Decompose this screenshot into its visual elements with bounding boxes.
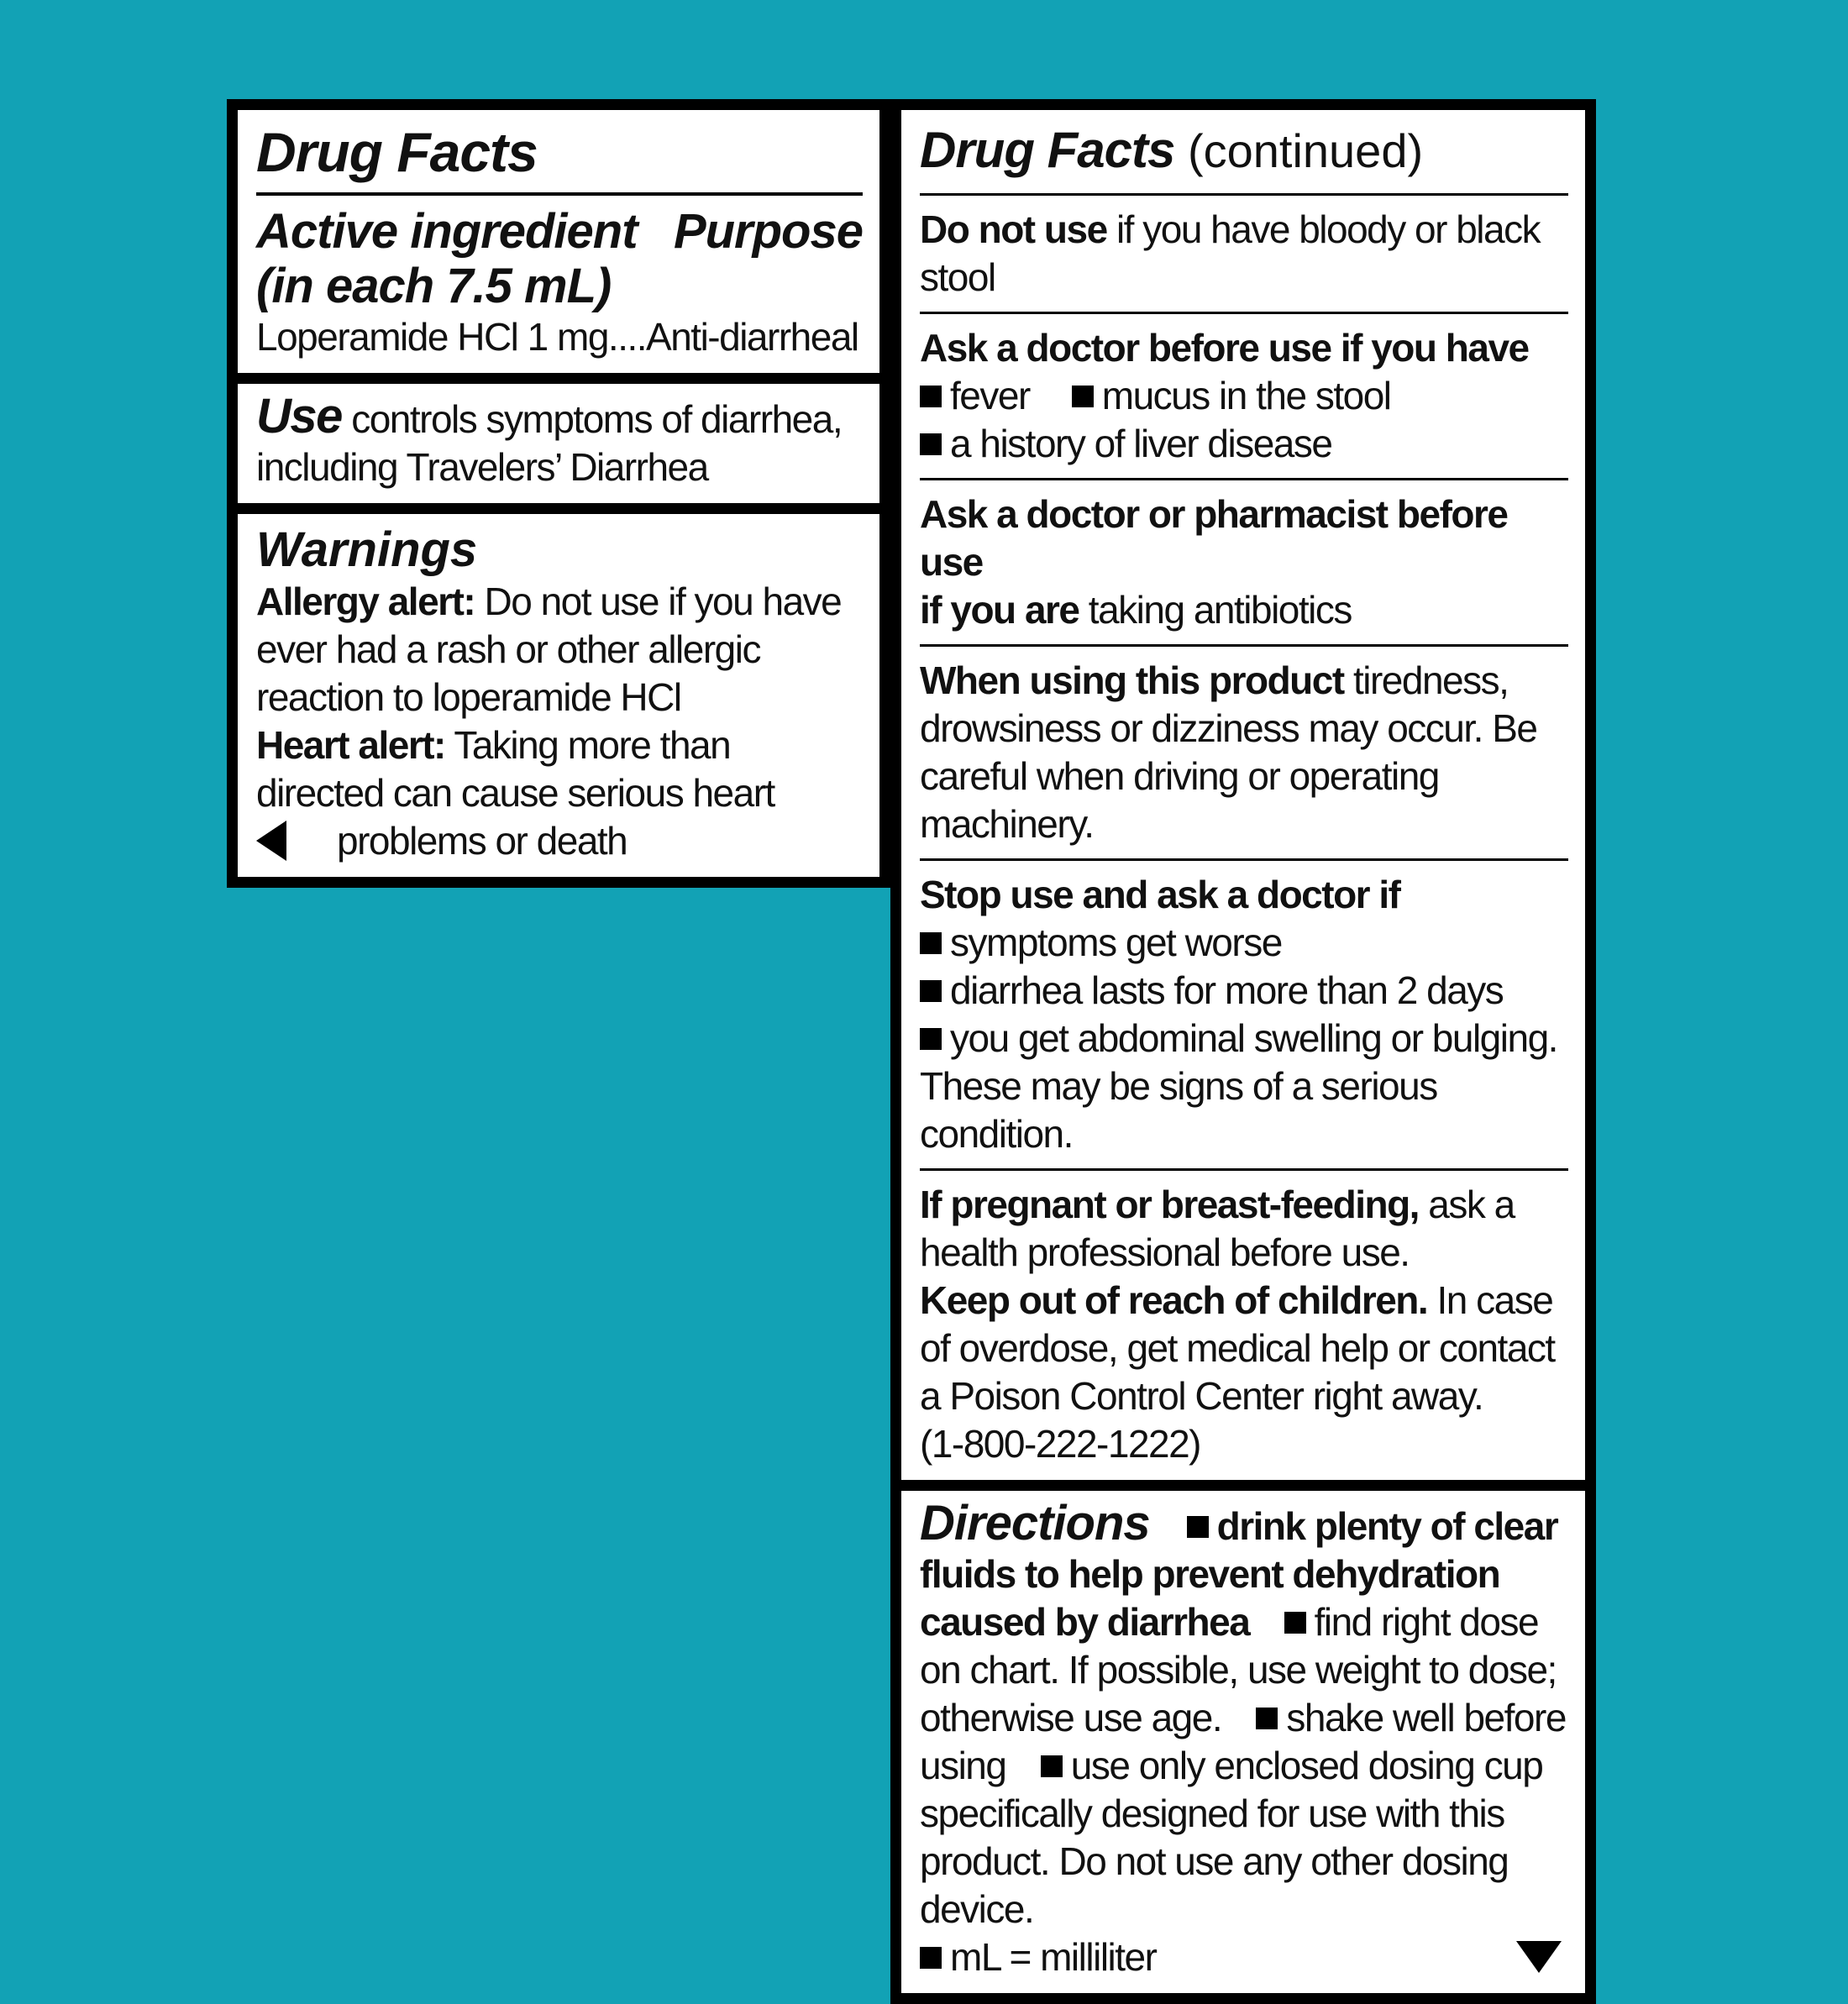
heart-text-2: problems or death — [337, 819, 627, 863]
divider — [920, 858, 1568, 861]
ask-doctor-item: fever — [950, 374, 1030, 417]
ingredient-line: Loperamide HCl 1 mg....Anti-diarrheal — [256, 315, 858, 359]
stop-use-item — [920, 1015, 1568, 1062]
active-ingredient-heading — [256, 204, 638, 313]
use-text: controls symptoms of diarrhea, including Travelers’ Diarrhea — [256, 397, 843, 489]
ask-doctor-row-1 — [920, 372, 1568, 420]
ask-pharm-text: taking antibiotics — [1088, 588, 1352, 632]
directions-box — [901, 1491, 1585, 1993]
allergy-alert — [256, 578, 863, 721]
allergy-label: Allergy alert: — [256, 580, 475, 623]
use-box — [238, 384, 879, 503]
direction-1: drink plenty of clear fluids to help prevent dehydration caused by diarrhea — [920, 1504, 1558, 1644]
stop-use-label: Stop use and ask a doctor if — [920, 873, 1400, 916]
bullet-icon — [920, 980, 942, 1002]
stop-use-text: you get abdominal swelling or bulging. — [950, 1016, 1557, 1060]
allergy-text: Do not use if you have ever had a rash or other allergic reaction to loperamide HCl — [256, 580, 842, 719]
divider — [920, 644, 1568, 647]
directions-paragraph — [920, 1496, 1568, 1933]
direction-3: shake well before using — [920, 1696, 1566, 1787]
ask-pharm-label-1: Ask a doctor or pharmacist before use — [920, 492, 1508, 584]
stop-use-item — [920, 967, 1568, 1015]
bullet-icon — [920, 1028, 942, 1050]
continued-title — [920, 118, 1568, 183]
divider — [920, 193, 1568, 196]
drug-facts-title-right: Drug Facts — [920, 122, 1175, 178]
warnings-label: Warnings — [256, 522, 478, 577]
triangle-left-icon — [256, 821, 286, 861]
when-using-label: When using this product — [920, 658, 1344, 702]
bullet-icon — [1072, 386, 1094, 407]
ask-doctor-row-2 — [920, 420, 1568, 468]
bullet-icon — [1187, 1516, 1209, 1538]
use-paragraph — [256, 389, 863, 491]
purpose-label: Purpose — [673, 204, 863, 259]
continued-box — [901, 110, 1585, 1480]
stop-use-item — [920, 919, 1568, 967]
direction-5: mL = milliliter — [950, 1935, 1157, 1979]
active-ingredient-header — [256, 204, 863, 313]
stop-use-text: symptoms get worse — [950, 921, 1282, 964]
ask-pharm-line — [920, 586, 1568, 634]
direction-2: find right dose on chart. If possible, use weight to dose; otherwise use age. — [920, 1600, 1557, 1739]
bullet-icon — [1284, 1612, 1306, 1634]
divider — [920, 1168, 1568, 1171]
triangle-down-icon — [1516, 1941, 1562, 1973]
when-using — [920, 657, 1568, 848]
active-ingredient-sub: (in each 7.5 mL) — [256, 259, 612, 313]
drug-facts-right-panel — [890, 99, 1596, 2004]
pregnant-text: ask a health professional before use. — [920, 1183, 1515, 1274]
active-ingredient-box — [238, 110, 879, 373]
direction-4: use only enclosed dosing cup specifically designed for use with this product. Do not use any other dosing device. — [920, 1744, 1543, 1931]
stop-use-note: These may be signs of a serious condition. — [920, 1064, 1437, 1156]
do-not-use-label: Do not use — [920, 207, 1107, 251]
heart-label: Heart alert: — [256, 723, 445, 767]
directions-label: Directions — [920, 1496, 1150, 1550]
ask-doctor-item: mucus in the stool — [1101, 374, 1391, 417]
continued-suffix: (continued) — [1187, 124, 1424, 177]
ask-doctor-label: Ask a doctor before use if you have — [920, 326, 1529, 370]
stop-use-text: diarrhea lasts for more than 2 days — [950, 968, 1504, 1012]
keep-out-text: In case of overdose, get medical help or contact a Poison Control Center right away. — [920, 1278, 1555, 1418]
pregnant — [920, 1181, 1568, 1277]
bullet-icon — [920, 386, 942, 407]
bullet-icon — [1041, 1755, 1063, 1777]
keep-out — [920, 1277, 1568, 1420]
heart-alert-cont — [256, 817, 863, 865]
ask-pharm-label-2: if you are — [920, 588, 1079, 632]
divider — [256, 192, 863, 196]
bullet-icon — [920, 932, 942, 954]
do-not-use-text: if you have bloody or black stool — [920, 207, 1541, 299]
bullet-icon — [920, 433, 942, 455]
drug-facts-title: Drug Facts — [256, 121, 538, 183]
warnings-box — [238, 514, 879, 877]
heart-alert — [256, 721, 863, 817]
divider — [920, 312, 1568, 314]
poison-phone: (1-800-222-1222) — [920, 1422, 1201, 1466]
pregnant-label: If pregnant or breast-feeding, — [920, 1183, 1419, 1226]
ask-doctor-item: a history of liver disease — [950, 422, 1332, 465]
do-not-use — [920, 206, 1568, 302]
drug-facts-left-panel — [227, 99, 890, 888]
direction-5-row — [920, 1933, 1568, 1981]
divider — [920, 478, 1568, 480]
bullet-icon — [1256, 1708, 1278, 1729]
use-label: Use — [256, 389, 342, 443]
bullet-icon — [920, 1947, 942, 1969]
when-using-text: tiredness, drowsiness or dizziness may occur. Be careful when driving or operating machinery. — [920, 658, 1537, 846]
active-ingredient-label: Active ingredient — [256, 204, 638, 259]
heart-text-1: Taking more than directed can cause serious heart — [256, 723, 774, 815]
keep-out-label: Keep out of reach of children. — [920, 1278, 1428, 1322]
